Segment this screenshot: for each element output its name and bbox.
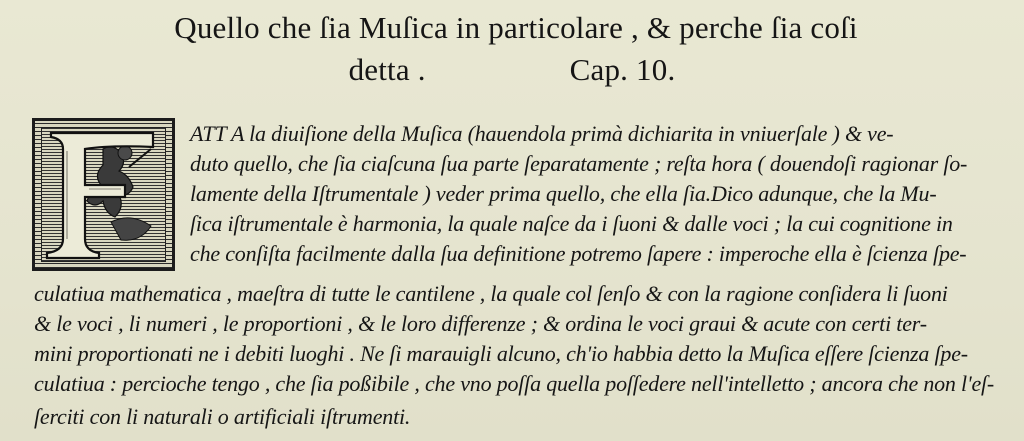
body-line-3: lamente della Iſtrumentale ) veder prima quello, che ella ſia.Dico adunque, che la Mu-	[190, 181, 937, 206]
body-line-1: ATT A la diuiſione della Muſica (hauendola primà dichiarita in vniuerſale ) & ve-	[190, 121, 894, 146]
chapter-number: Cap. 10.	[569, 52, 676, 87]
body-line-8: mini proportionati ne i debiti luoghi . Ne ſi marauigli alcuno, ch'io habbia detto la Muſica eſſere ſcienza ſpe-	[34, 341, 968, 366]
body-line-9: culatiua : percioche tengo , che ſia poßibile , che vno poſſa quella poſſedere nell'intelletto ; ancora che non l'eſ-	[34, 371, 995, 396]
body-line-2: duto quello, che ſia ciaſcuna ſua parte ſeparatamente ; reſta hora ( douendoſi ragionar ſo-	[190, 151, 968, 176]
chapter-heading-line-1: Quello che ſia Muſica in particolare , & perche ſia coſi	[174, 10, 858, 45]
body-line-5: che conſiſta facilmente dalla ſua definitione potremo ſapere : imperoche ella è ſcienza ſpe-	[190, 241, 967, 266]
body-line-6: culatiua mathematica , maeſtra di tutte le cantilene , la quale col ſenſo & con la ragione conſidera li ſuoni	[34, 281, 948, 306]
body-line-7: & le voci , li numeri , le proportioni , & le loro differenze ; & ordina le voci graui & acute con certi ter-	[34, 311, 927, 336]
body-line-4: ſica iſtrumentale è harmonia, la quale naſce da i ſuoni & dalle voci ; la cui cognitione in	[190, 211, 953, 236]
body-line-10: ſerciti con li naturali o artificiali iſtrumenti.	[34, 404, 411, 429]
chapter-heading-detta: detta .	[348, 52, 426, 87]
